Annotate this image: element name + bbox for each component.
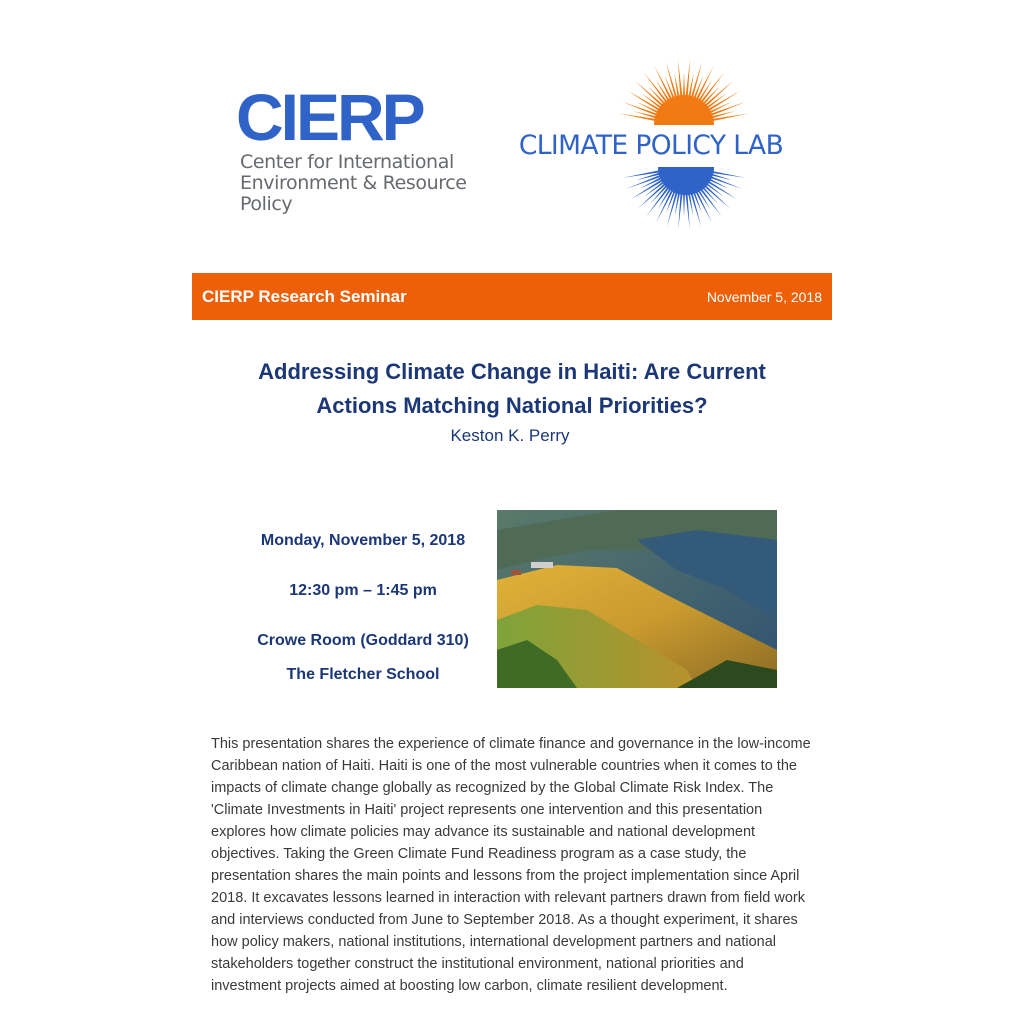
- cierp-logo-subtitle-line2: Environment & Resource Policy: [240, 172, 467, 215]
- sun-ray-blue: [644, 180, 665, 196]
- event-school: The Fletcher School: [286, 666, 440, 683]
- cierp-logo-subtitle-line1: Center for International: [240, 151, 454, 173]
- event-room: Crowe Room (Goddard 310): [257, 632, 469, 649]
- cierp-logo-word: CIERP: [236, 80, 423, 154]
- seminar-banner: [192, 273, 832, 320]
- sun-ray-orange: [695, 66, 714, 102]
- sun-ray-blue: [694, 188, 712, 222]
- sun-disc-top: [654, 95, 714, 125]
- cierp-logo: [236, 80, 520, 215]
- cierp-logo-subtitle: [240, 152, 520, 215]
- landscape-image: [497, 510, 777, 688]
- event-day: Monday, November 5, 2018: [260, 532, 466, 549]
- event-title: [200, 355, 824, 423]
- haiti-landscape-photo: [497, 510, 777, 688]
- sun-ray-orange: [619, 114, 659, 122]
- logo-header: [0, 0, 1024, 250]
- sun-ray-blue: [656, 188, 674, 222]
- climate-policy-lab-text: CLIMATE POLICY LAB: [518, 130, 784, 161]
- event-title-line2: Actions Matching National Priorities?: [316, 393, 708, 418]
- event-title-line1: Addressing Climate Change in Haiti: Are Current: [258, 359, 766, 384]
- banner-date: November 5, 2018: [706, 288, 822, 305]
- abstract-text: This presentation shares the experience of climate finance and governance in the low-income Caribbean nation of Haiti. Haiti is one of the most vulnerable countries when it comes to the impacts of climate change globally as recognized by the Global Climate Risk Index. The 'Climate Investments in Haiti' project represents one intervention and this presentation explores how climate policies may advance its sustainable and national development objectives. Taking the Green Climate Fund Readiness program as a case study, the presentation shares the main points and lessons from the project implementation since April 2018. It excavates lessons learned in interaction with relevant partners drawn from field work and interviews conducted from June to September 2018. As a thought experiment, it shares how policy makers, national institutions, international development partners and national stakeholders together construct the institutional environment, national priorities and investment projects aimed at boosting low carbon, climate resilient development.: [211, 736, 811, 994]
- sun-ray-orange: [654, 66, 673, 102]
- sun-ray-blue: [623, 170, 661, 178]
- banner-title: CIERP Research Seminar: [202, 286, 407, 306]
- climate-policy-lab-logo: [512, 55, 792, 235]
- event-time: 12:30 pm – 1:45 pm: [289, 582, 437, 599]
- speaker-name: Keston K. Perry: [450, 426, 570, 445]
- sun-ray-blue: [650, 184, 668, 204]
- sun-ray-orange: [709, 114, 749, 122]
